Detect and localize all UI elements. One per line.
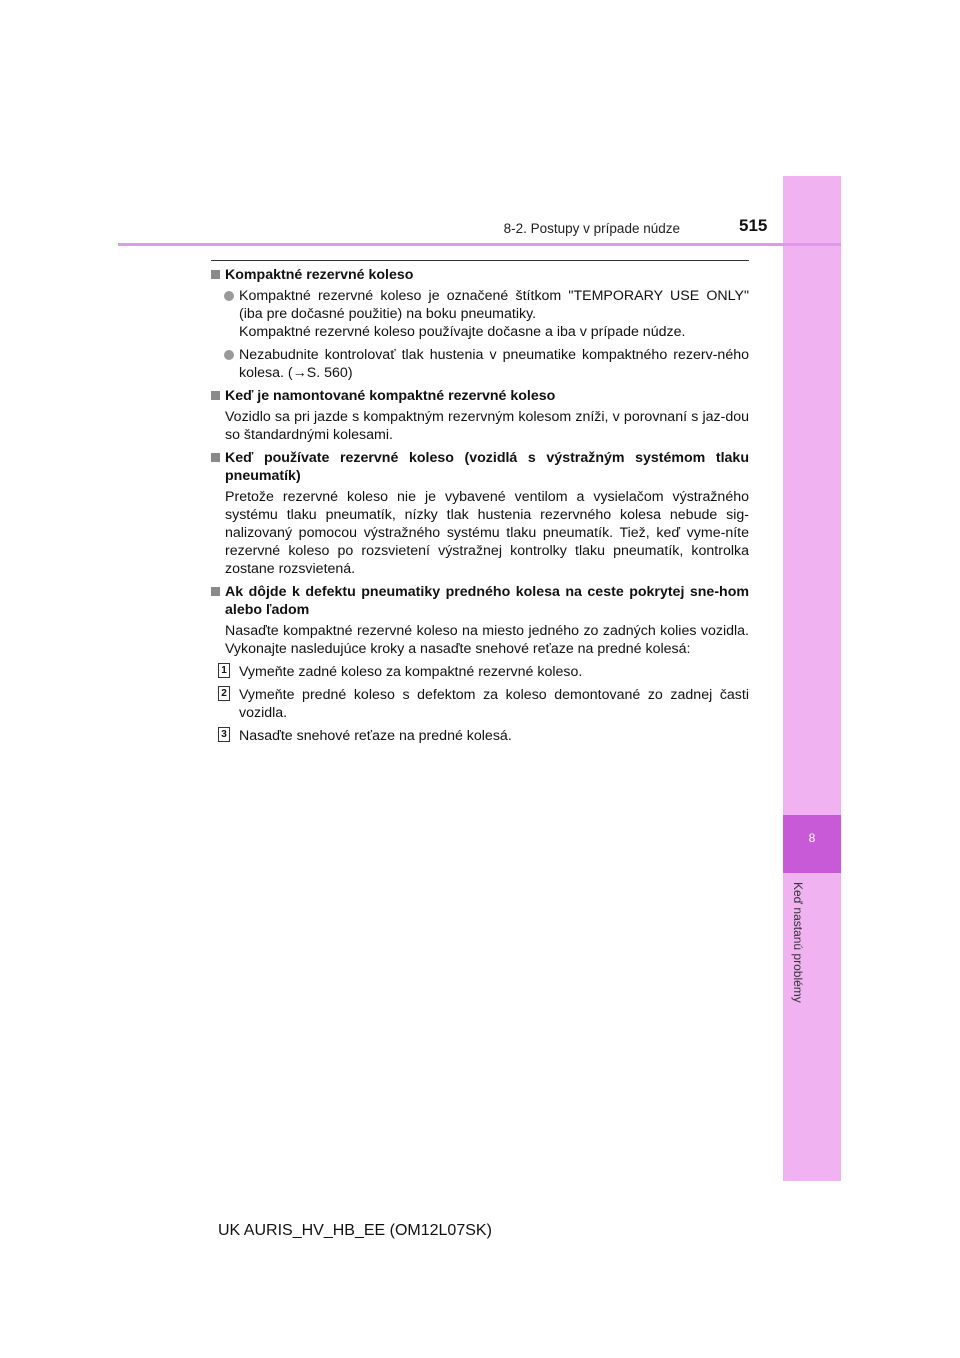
page-content (211, 266, 749, 750)
step-item: 3 Nasaďte snehové reťaze na predné kolesá. (211, 727, 749, 745)
list-item: Nezabudnite kontrolovať tlak hustenia v pneumatike kompaktného rezerv-ného kolesa. (→S. 560) (211, 346, 749, 382)
chapter-number-tab[interactable]: 8 (783, 815, 841, 873)
square-bullet-icon (211, 587, 220, 596)
step-number-badge: 2 (218, 686, 230, 701)
circle-bullet-icon (224, 291, 234, 301)
list-item: Kompaktné rezervné koleso je označené štítkom "TEMPORARY USE ONLY" (iba pre dočasné použitie) na boku pneumatiky. Kompaktné rezervné koleso používajte dočasne a iba v prípade núdze. (211, 287, 749, 341)
section-title: 8-2. Postupy v prípade núdze (503, 221, 680, 236)
header-divider (118, 243, 841, 246)
square-bullet-icon (211, 453, 220, 462)
content-divider (211, 260, 749, 261)
section-heading: Keď používate rezervné koleso (vozidlá s výstražným systémom tlaku pneumatík) (211, 449, 749, 485)
page-number: 515 (739, 216, 768, 235)
step-number-badge: 1 (218, 663, 230, 678)
section-tpms-spare (211, 449, 749, 578)
paragraph: Pretože rezervné koleso nie je vybavené ventilom a vysielačom výstražného systému tlaku pneumatík, nízky tlak hustenia rezervného kolesa nebude sig-nalizovaný pomocou výstražného systému tlaku pneumatík. Tiež, keď vyme-níte rezervné koleso po rozsvietení výstražnej kontrolky tlaku pneumatík, kontrolka zostane rozsvietená. (225, 489, 749, 577)
section-heading: Kompaktné rezervné koleso (211, 266, 749, 284)
chapter-title: Keď nastanú problémy (791, 882, 805, 1003)
model-code-footer: UK AURIS_HV_HB_EE (OM12L07SK) (218, 1222, 492, 1239)
circle-bullet-icon (224, 350, 234, 360)
square-bullet-icon (211, 270, 220, 279)
square-bullet-icon (211, 391, 220, 400)
step-number-badge: 3 (218, 727, 230, 742)
section-compact-spare (211, 266, 749, 382)
section-heading: Keď je namontované kompaktné rezervné koleso (211, 387, 749, 405)
section-heading: Ak dôjde k defektu pneumatiky predného kolesa na ceste pokrytej sne-hom alebo ľadom (211, 583, 749, 619)
section-snow-defect (211, 583, 749, 745)
step-item: 1 Vymeňte zadné koleso za kompaktné rezervné koleso. (211, 663, 749, 681)
section-mounted-spare (211, 387, 749, 444)
step-item: 2 Vymeňte predné koleso s defektom za koleso demontované zo zadnej časti vozidla. (211, 686, 749, 722)
paragraph: Nasaďte kompaktné rezervné koleso na miesto jedného zo zadných kolies vozidla. Vykonajte nasledujúce kroky a nasaďte snehové reťaze na predné kolesá: (225, 623, 749, 657)
paragraph: Vozidlo sa pri jazde s kompaktným rezervným kolesom zníži, v porovnaní s jaz-dou so štandardnými kolesami. (225, 409, 749, 443)
